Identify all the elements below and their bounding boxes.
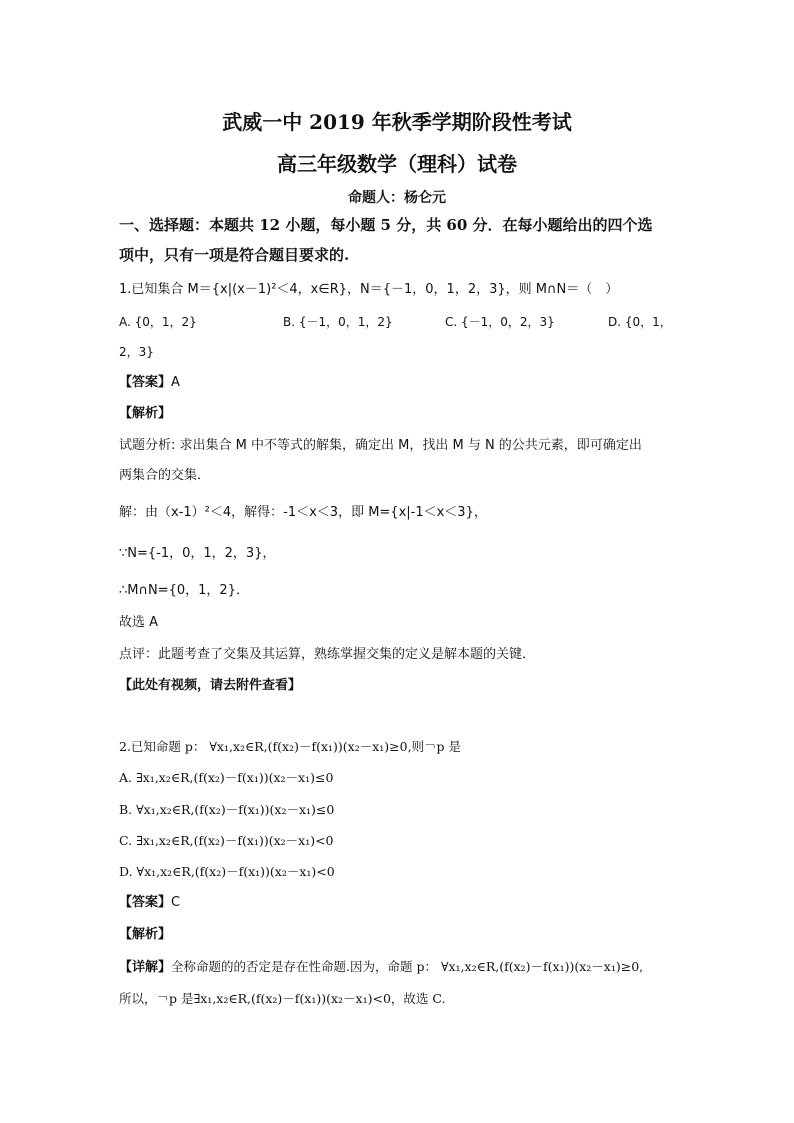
q1-analysis-tag: 【解析】 bbox=[119, 406, 172, 421]
q2-detail-line2: 所以，￢p 是∃x₁,x₂∈R,(f(x₂)－f(x₁))(x₂－x₁)<0，故选 C. bbox=[119, 991, 446, 1006]
q2-option-b: B. ∀x₁,x₂∈R,(f(x₂)－f(x₁))(x₂－x₁)≤0 bbox=[119, 802, 335, 817]
q2-option-a: A. ∃x₁,x₂∈R,(f(x₂)－f(x₁))(x₂－x₁)≤0 bbox=[119, 770, 334, 785]
q1-solution-line4: 故选 A bbox=[119, 615, 159, 630]
q1-answer bbox=[119, 374, 180, 392]
q2-detail-line1 bbox=[119, 958, 643, 977]
answer-tag: 【答案】 bbox=[119, 375, 172, 390]
q2-answer bbox=[119, 894, 180, 912]
exam-author: 命题人：杨仑元 bbox=[348, 190, 446, 206]
q1-solution-line1: 解：由（x-1）²＜4，解得：-1＜x＜3，即 M={x|-1＜x＜3}， bbox=[119, 505, 487, 520]
q1-stem: 1.已知集合 M＝{x|(x－1)²＜4，x∈R}，N＝{－1，0，1，2，3}，则 M∩N＝（ ） bbox=[119, 282, 619, 297]
answer-value: C bbox=[171, 895, 181, 910]
q2-stem: 2.已知命题 p： ∀x₁,x₂∈R,(f(x₂)－f(x₁))(x₂－x₁)≥0,则￢p 是 bbox=[119, 739, 462, 754]
answer-tag: 【答案】 bbox=[119, 895, 172, 910]
q2-option-c: C. ∃x₁,x₂∈R,(f(x₂)－f(x₁))(x₂－x₁)<0 bbox=[119, 833, 334, 848]
q1-option-d-cont: 2，3} bbox=[119, 345, 154, 359]
q1-video-note: 【此处有视频，请去附件查看】 bbox=[119, 678, 302, 693]
q2-analysis-tag: 【解析】 bbox=[119, 927, 172, 942]
section-heading: 一、选择题：本题共 12 小题，每小题 5 分，共 60 分．在每小题给出的四个选 bbox=[119, 216, 653, 234]
q1-option-d: D. {0，1， bbox=[608, 315, 672, 329]
q1-comment: 点评：此题考查了交集及其运算，熟练掌握交集的定义是解本题的关键． bbox=[119, 647, 536, 662]
q2-option-d: D. ∀x₁,x₂∈R,(f(x₂)－f(x₁))(x₂－x₁)<0 bbox=[119, 864, 335, 879]
q1-analysis-line1: 试题分析: 求出集合 M 中不等式的解集，确定出 M，找出 M 与 N 的公共元素，即可确定出 bbox=[119, 438, 642, 453]
detail-tag: 【详解】 bbox=[119, 960, 172, 975]
q1-analysis-line2: 两集合的交集． bbox=[119, 468, 211, 483]
answer-value: A bbox=[171, 375, 180, 390]
section-heading-cont: 项中，只有一项是符合题目要求的. bbox=[119, 246, 350, 264]
q1-option-c: C. {－1，0，2，3} bbox=[445, 315, 555, 329]
q1-option-b: B. {－1，0，1，2} bbox=[283, 315, 393, 329]
q1-solution-line3: ∴M∩N={0，1，2}． bbox=[119, 583, 249, 598]
q1-solution-line2: ∵N={-1，0，1，2，3}， bbox=[119, 546, 276, 561]
exam-subtitle: 高三年级数学（理科）试卷 bbox=[277, 152, 517, 176]
detail-text: 全称命题的的否定是存在性命题.因为，命题 p： ∀x₁,x₂∈R,(f(x₂)－f(x₁))(x₂－x₁)≥0, bbox=[171, 959, 644, 974]
exam-title: 武威一中 2019 年秋季学期阶段性考试 bbox=[222, 110, 572, 134]
q1-option-a: A. {0，1，2} bbox=[119, 315, 197, 329]
